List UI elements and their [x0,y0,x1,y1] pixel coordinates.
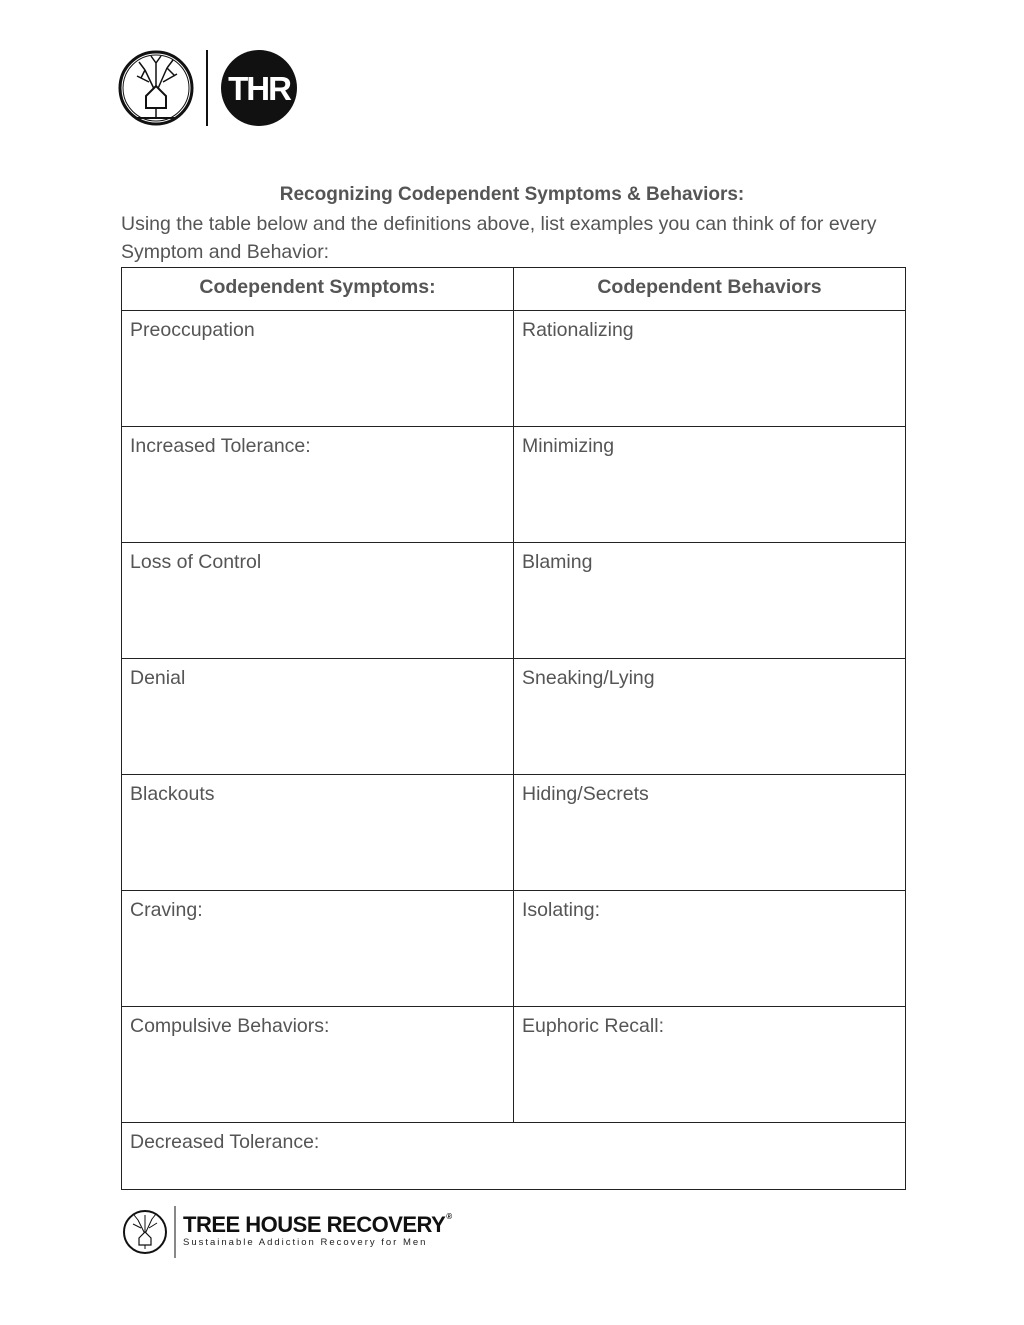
table-row [122,427,906,543]
header-logo [117,48,302,128]
behavior-cell[interactable]: Blaming [514,543,906,659]
page-title: Recognizing Codependent Symptoms & Behaviors: [279,184,745,205]
table-row [122,543,906,659]
brand-name-text: TREE HOUSE RECOVERY [183,1212,446,1237]
symptom-cell[interactable]: Blackouts [122,775,514,891]
tree-house-footer-icon [121,1203,179,1261]
symptom-cell[interactable]: Increased Tolerance: [122,427,514,543]
table-row-final [122,1123,906,1190]
behavior-cell[interactable]: Sneaking/Lying [514,659,906,775]
tree-house-logo-icon [117,48,302,128]
instructions-text: Using the table below and the definitions above, list examples you can think of for every Symptom and Behavior: [121,213,877,263]
behavior-cell[interactable]: Rationalizing [514,311,906,427]
registered-mark: ® [446,1212,452,1221]
table-row [122,891,906,1007]
symptom-cell[interactable]: Loss of Control [122,543,514,659]
table-header-row [122,268,906,311]
behavior-cell[interactable]: Hiding/Secrets [514,775,906,891]
header-behaviors: Codependent Behaviors [514,268,906,311]
table-row [122,659,906,775]
header-symptoms: Codependent Symptoms: [122,268,514,311]
thr-logo-text: THR [228,70,290,107]
symptom-cell[interactable]: Compulsive Behaviors: [122,1007,514,1123]
brand-name [183,1212,452,1238]
symptom-cell[interactable]: Denial [122,659,514,775]
final-symptom-cell[interactable]: Decreased Tolerance: [122,1123,906,1190]
table-row [122,311,906,427]
table-row [122,1007,906,1123]
behavior-cell[interactable]: Minimizing [514,427,906,543]
symptom-cell[interactable]: Preoccupation [122,311,514,427]
symptoms-behaviors-table [121,267,906,1190]
brand-tagline: Sustainable Addiction Recovery for Men [183,1237,428,1248]
behavior-cell[interactable]: Isolating: [514,891,906,1007]
table-row [122,775,906,891]
symptom-cell[interactable]: Craving: [122,891,514,1007]
footer-logo [121,1203,461,1261]
behavior-cell[interactable]: Euphoric Recall: [514,1007,906,1123]
